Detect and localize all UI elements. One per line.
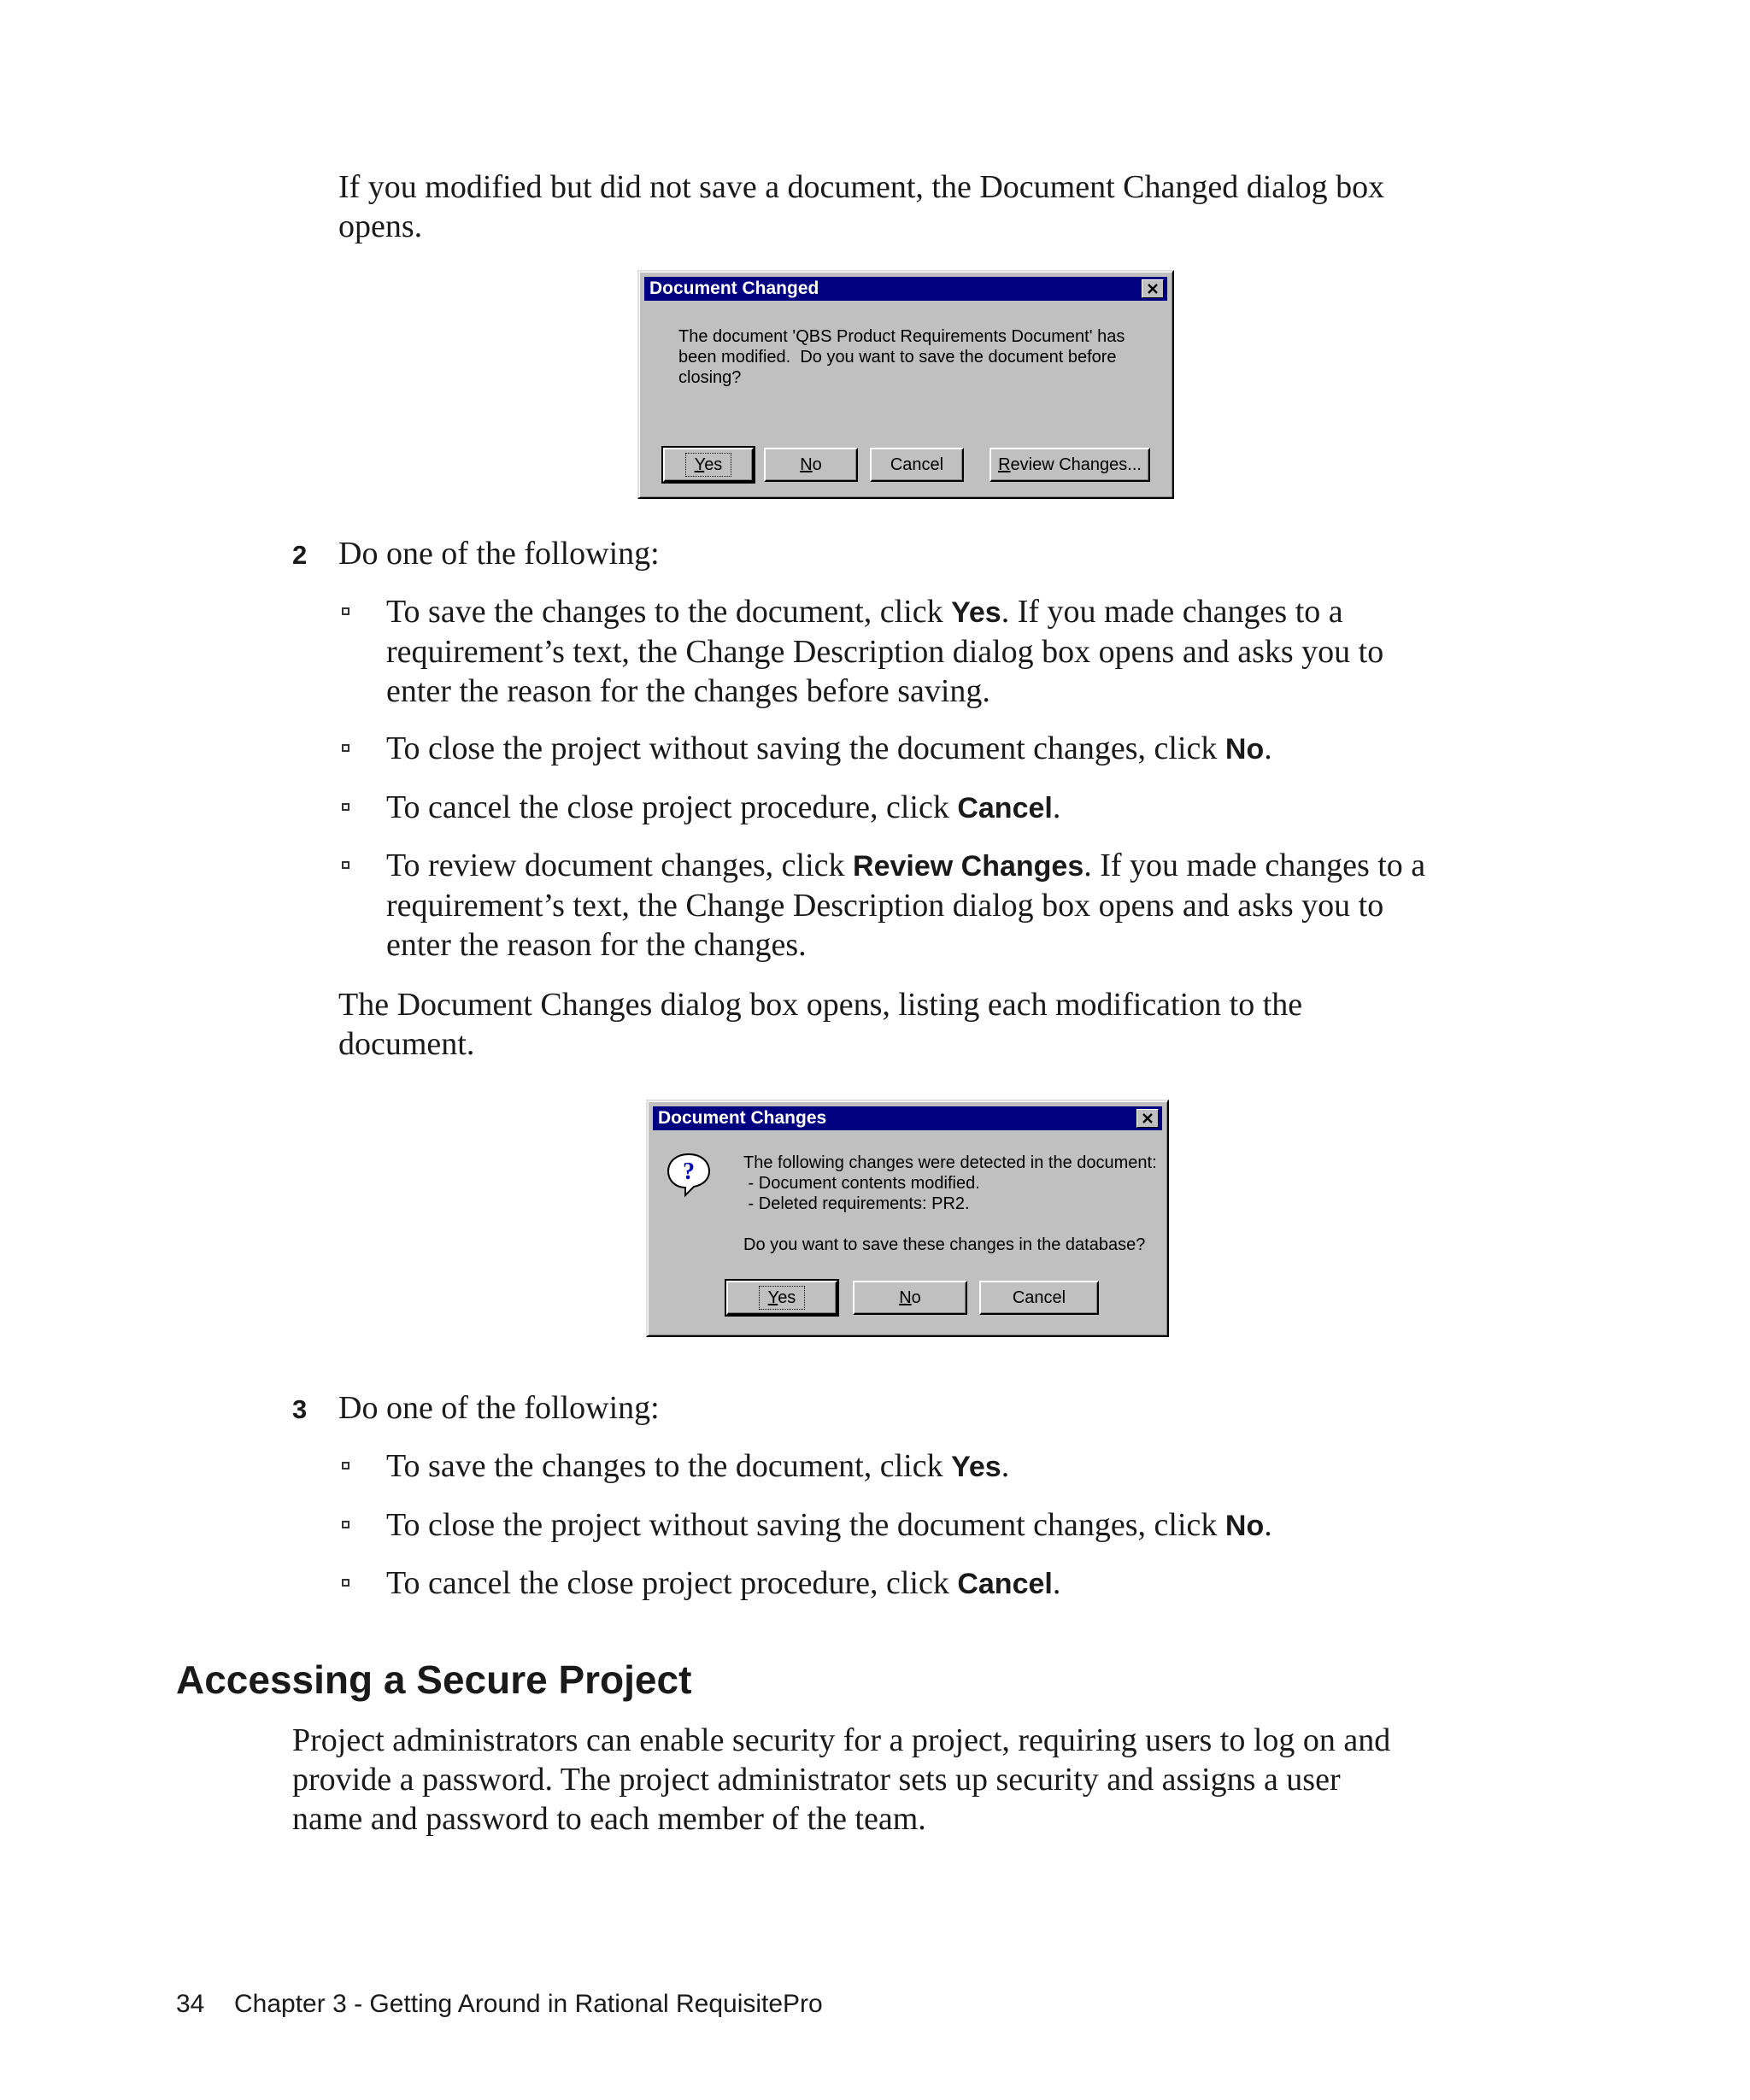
bullet-item: To save the changes to the document, click Yes. If you made changes to a requirement’s text, the Change Description dialog box opens and asks you to enter the reason for the changes before saving. xyxy=(386,594,1384,709)
question-icon xyxy=(665,1151,713,1199)
message-line: been modified. Do you want to save the document before xyxy=(678,348,1117,367)
section-heading: Accessing a Secure Project xyxy=(176,1657,692,1702)
cancel-button[interactable]: Cancel xyxy=(979,1281,1099,1315)
message-line: - Document contents modified. xyxy=(743,1174,980,1193)
message-line: The document 'QBS Product Requirements Document' has xyxy=(678,327,1125,346)
bullet-item: To close the project without saving the document changes, click No. xyxy=(386,1507,1272,1543)
chapter-title: Chapter 3 - Getting Around in Rational RequisitePro xyxy=(234,1990,823,2018)
dialog-title-bar xyxy=(653,1106,1162,1130)
step-intro: Do one of the following: xyxy=(338,536,660,572)
yes-button[interactable]: Yes xyxy=(663,448,754,482)
intro-paragraph xyxy=(338,167,1384,246)
step-number: 3 xyxy=(292,1394,308,1424)
page-footer xyxy=(176,1987,823,2021)
dialog-message xyxy=(678,326,1125,388)
message-line: The following changes were detected in the document: xyxy=(743,1153,1157,1172)
dialog-message xyxy=(743,1153,1157,1214)
dialog-title-bar xyxy=(644,277,1167,301)
cancel-button[interactable]: Cancel xyxy=(870,448,964,482)
page-number: 34 xyxy=(176,1990,205,2018)
after-paragraph: The Document Changes dialog box opens, listing each modification to the document. xyxy=(338,987,1303,1062)
bullet-item: To save the changes to the document, click Yes. xyxy=(386,1448,1010,1484)
dialog-question: Do you want to save these changes in the database? xyxy=(743,1235,1146,1254)
message-line: - Deleted requirements: PR2. xyxy=(743,1194,970,1213)
section-paragraph: Project administrators can enable security for a project, requiring users to log on and provide a password. The project administrator sets up security and assigns a user name and password to each member of the team. xyxy=(292,1722,1391,1837)
bullet-icon xyxy=(342,1521,349,1528)
yes-button[interactable]: Yes xyxy=(726,1281,837,1315)
bullet-icon xyxy=(342,1462,349,1469)
bullet-icon xyxy=(342,607,349,615)
bullet-icon xyxy=(342,1579,349,1587)
svg-text:?: ? xyxy=(683,1159,695,1185)
bullet-item: To cancel the close project procedure, click Cancel. xyxy=(386,1565,1061,1601)
intro-line-1: If you modified but did not save a document, the Document Changed dialog box xyxy=(338,169,1385,205)
review-changes-button[interactable]: Review Changes... xyxy=(990,448,1150,482)
document-changes-dialog xyxy=(646,1100,1169,1337)
intro-line-2: opens. xyxy=(338,208,423,244)
bullet-item: To review document changes, click Review Changes. If you made changes to a requirement’s text, the Change Description dialog box opens and asks you to enter the reason for the changes. xyxy=(386,848,1426,963)
bullet-item: To cancel the close project procedure, click Cancel. xyxy=(386,789,1061,825)
bullet-item: To close the project without saving the document changes, click No. xyxy=(386,730,1272,766)
document-changed-dialog xyxy=(637,270,1174,499)
step-intro: Do one of the following: xyxy=(338,1390,660,1426)
bullet-icon xyxy=(342,744,349,752)
bullet-icon xyxy=(342,803,349,811)
no-button[interactable]: No xyxy=(764,448,858,482)
close-icon[interactable] xyxy=(1136,1109,1159,1128)
dialog-title: Document Changes xyxy=(658,1108,827,1128)
dialog-title: Document Changed xyxy=(649,279,819,298)
no-button[interactable]: No xyxy=(853,1281,967,1315)
bullet-icon xyxy=(342,861,349,869)
close-icon[interactable] xyxy=(1142,279,1164,298)
step-number: 2 xyxy=(292,540,308,570)
message-line: closing? xyxy=(678,368,742,387)
